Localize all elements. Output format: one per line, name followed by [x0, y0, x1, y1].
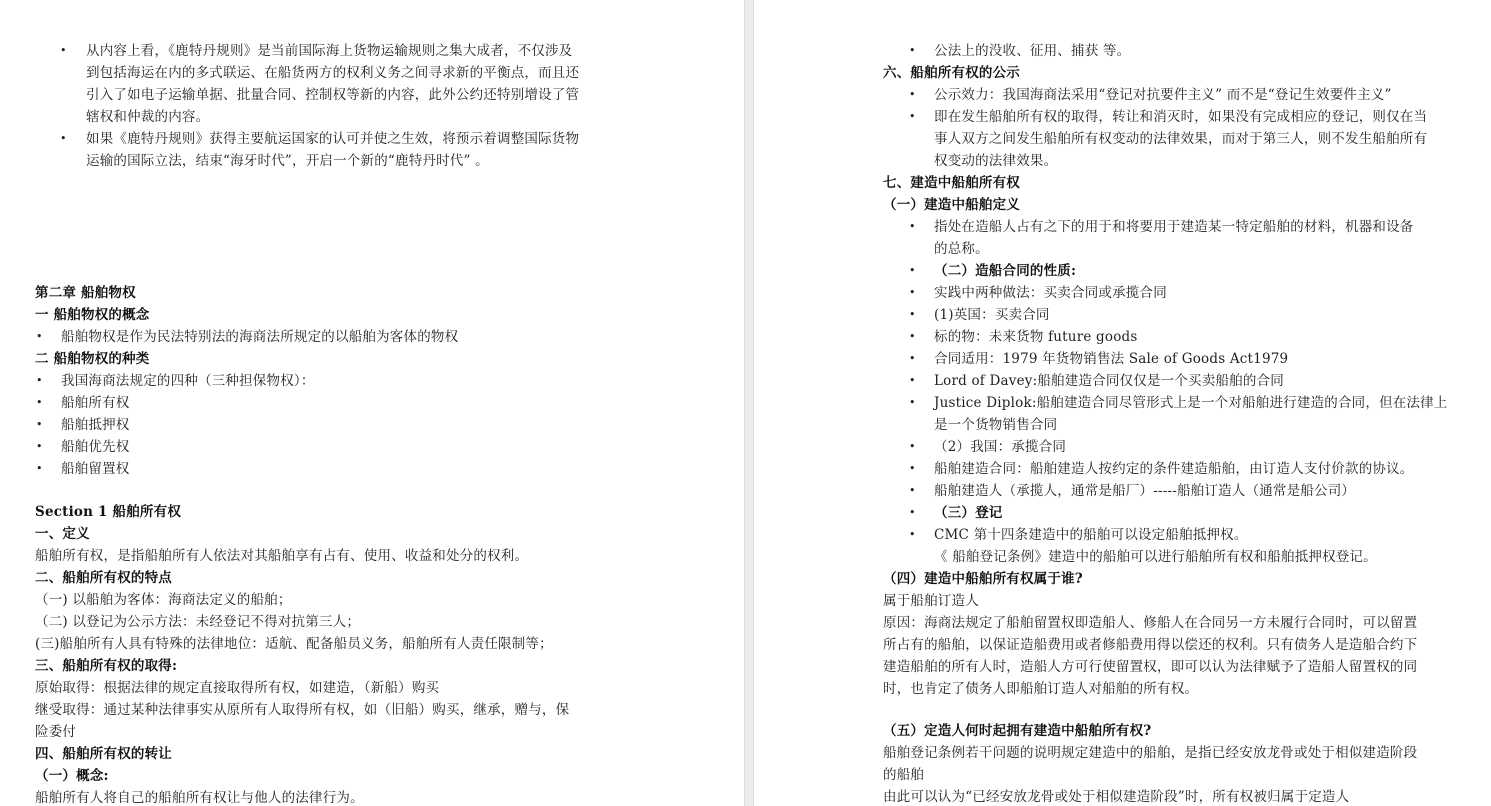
- page-gap: [744, 0, 754, 806]
- paragraph-line: 权变动的法律效果。: [934, 153, 1058, 169]
- paragraph-line: 引入了如电子运输单据、批量合同、控制权等新的内容，此外公约还特别增设了管: [86, 87, 580, 103]
- document-page-left: [0, 0, 744, 806]
- bullet-icon: •: [909, 330, 916, 343]
- bullet-icon: •: [36, 330, 43, 343]
- bullet-icon: •: [60, 44, 67, 57]
- list-item: （2）我国：承揽合同: [934, 439, 1067, 455]
- list-item: 船舶建造人（承揽人，通常是船厂）-----船舶订造人（通常是船公司）: [934, 483, 1356, 499]
- list-item: 公法上的没收、征用、捕获 等。: [934, 43, 1131, 59]
- paragraph-line: 由此可以认为“已经安放龙骨或处于相似建造阶段”时，所有权被归属于定造人: [883, 789, 1350, 805]
- subsection-heading: （四）建造中船舶所有权属于谁?: [883, 571, 1083, 587]
- list-item: 船舶留置权: [61, 461, 130, 477]
- section-heading: 六、船舶所有权的公示: [883, 65, 1020, 81]
- subsection-heading: （五）定造人何时起拥有建造中船舶所有权?: [883, 723, 1152, 739]
- list-item: 公示效力：我国海商法采用“登记对抗要件主义” 而不是“登记生效要件主义”: [934, 87, 1392, 103]
- bullet-icon: •: [909, 220, 916, 233]
- paragraph-line: 到包括海运在内的多式联运、在船货两方的权利义务之间寻求新的平衡点，而且还: [86, 65, 580, 81]
- bullet-icon: •: [909, 396, 916, 409]
- paragraph-line: 险委付: [35, 724, 77, 740]
- bullet-icon: •: [909, 352, 916, 365]
- paragraph-line: 船舶所有人将自己的船舶所有权让与他人的法律行为。: [35, 790, 364, 806]
- list-item: 指处在造船人占有之下的用于和将要用于建造某一特定船舶的材料，机器和设备: [934, 219, 1414, 235]
- subsection-heading: （三）登记: [934, 505, 1003, 521]
- paragraph-line: 事人双方之间发生船舶所有权变动的法律效果，而对于第三人，则不发生船舶所有: [934, 131, 1428, 147]
- section-heading: 一、定义: [35, 526, 90, 542]
- document-page-right: [754, 0, 1491, 806]
- bullet-icon: •: [909, 528, 916, 541]
- list-item: 船舶抵押权: [61, 417, 130, 433]
- list-item: 标的物：未来货物 future goods: [934, 329, 1138, 345]
- list-item: 船舶建造合同：船舶建造人按约定的条件建造船舶，由订造人支付价款的协议。: [934, 461, 1414, 477]
- paragraph-line: 从内容上看，《鹿特丹规则》是当前国际海上货物运输规则之集大成者，不仅涉及: [86, 43, 573, 59]
- bullet-icon: •: [909, 440, 916, 453]
- section-heading: 二 船舶物权的种类: [35, 351, 150, 367]
- paragraph-line: （一) 以船舶为客体：海商法定义的船舶；: [35, 592, 292, 608]
- bullet-icon: •: [36, 374, 43, 387]
- bullet-icon: •: [909, 308, 916, 321]
- list-item: 实践中两种做法：买卖合同或承揽合同: [934, 285, 1167, 301]
- paragraph-line: 原因：海商法规定了船舶留置权即造船人、修船人在合同另一方未履行合同时，可以留置: [883, 615, 1418, 631]
- paragraph-line: 辖权和仲裁的内容。: [86, 109, 210, 125]
- chapter-title: 第二章 船舶物权: [35, 285, 136, 301]
- paragraph-line: 所占有的船舶，以保证造船费用或者修船费用得以偿还的权利。只有债务人是造船合约下: [883, 637, 1418, 653]
- section-heading: 一 船舶物权的概念: [35, 307, 150, 323]
- list-item: 船舶物权是作为民法特别法的海商法所规定的以船舶为客体的物权: [61, 329, 459, 345]
- paragraph-line: （二) 以登记为公示方法：未经登记不得对抗第三人；: [35, 614, 361, 630]
- paragraph-line: 建造船舶的所有人时，造船人方可行使留置权，即可以认为法律赋予了造船人留置权的同: [883, 659, 1418, 675]
- paragraph-line: 的总称。: [934, 241, 989, 257]
- bullet-icon: •: [909, 286, 916, 299]
- list-item: (1)英国：买卖合同: [934, 307, 1050, 323]
- bullet-icon: •: [909, 264, 916, 277]
- bullet-icon: •: [909, 484, 916, 497]
- list-item: 船舶优先权: [61, 439, 130, 455]
- bullet-icon: •: [36, 440, 43, 453]
- paragraph-line: 船舶所有权，是指船舶所有人依法对其船舶享有占有、使用、收益和处分的权利。: [35, 548, 529, 564]
- section-heading: 七、建造中船舶所有权: [883, 175, 1020, 191]
- bullet-icon: •: [909, 44, 916, 57]
- paragraph-line: 运输的国际立法，结束“海牙时代”，开启一个新的“鹿特丹时代” 。: [86, 153, 489, 169]
- paragraph-line: (三)船舶所有人具有特殊的法律地位：适航、配备船员义务，船舶所有人责任限制等；: [35, 636, 553, 652]
- paragraph-line: 时，也肯定了债务人即船舶订造人对船舶的所有权。: [883, 681, 1199, 697]
- subsection-heading: （一）概念:: [35, 768, 109, 784]
- section-heading: 三、船舶所有权的取得:: [35, 658, 178, 674]
- bullet-icon: •: [909, 374, 916, 387]
- list-item: 即在发生船舶所有权的取得，转让和消灭时，如果没有完成相应的登记，则仅在当: [934, 109, 1428, 125]
- subsection-heading: （二）造船合同的性质:: [934, 263, 1077, 279]
- paragraph-line: 属于船舶订造人: [883, 593, 979, 609]
- list-item: CMC 第十四条建造中的船舶可以设定船舶抵押权。: [934, 527, 1248, 543]
- bullet-icon: •: [36, 462, 43, 475]
- paragraph-line: 是一个货物销售合同: [934, 417, 1058, 433]
- bullet-icon: •: [909, 88, 916, 101]
- paragraph-line: 继受取得：通过某种法律事实从原所有人取得所有权，如（旧船）购买，继承，赠与，保: [35, 702, 570, 718]
- bullet-icon: •: [36, 418, 43, 431]
- paragraph-line: 的船舶: [883, 767, 925, 783]
- bullet-icon: •: [36, 396, 43, 409]
- paragraph-line: 原始取得：根据法律的规定直接取得所有权，如建造，（新船）购买: [35, 680, 440, 696]
- bullet-icon: •: [909, 506, 916, 519]
- section-title: Section 1 船舶所有权: [35, 504, 182, 520]
- paragraph-line: 《 船舶登记条例》建造中的船舶可以进行船舶所有权和船舶抵押权登记。: [934, 549, 1377, 565]
- list-item: 船舶所有权: [61, 395, 130, 411]
- paragraph-line: 如果《鹿特丹规则》获得主要航运国家的认可并使之生效，将预示着调整国际货物: [86, 131, 580, 147]
- list-item: 我国海商法规定的四种（三种担保物权）：: [61, 373, 315, 389]
- bullet-icon: •: [60, 132, 67, 145]
- list-item: 合同适用：1979 年货物销售法 Sale of Goods Act1979: [934, 351, 1289, 367]
- list-item: Lord of Davey:船舶建造合同仅仅是一个买卖船舶的合同: [934, 373, 1284, 389]
- bullet-icon: •: [909, 462, 916, 475]
- bullet-icon: •: [909, 110, 916, 123]
- paragraph-line: 船舶登记条例若干问题的说明规定建造中的船舶，是指已经安放龙骨或处于相似建造阶段: [883, 745, 1418, 761]
- list-item: Justice Diplok:船舶建造合同尽管形式上是一个对船舶进行建造的合同，但在法律上: [934, 395, 1448, 411]
- subsection-heading: （一）建造中船舶定义: [883, 197, 1020, 213]
- section-heading: 二、船舶所有权的特点: [35, 570, 172, 586]
- section-heading: 四、船舶所有权的转让: [35, 746, 172, 762]
